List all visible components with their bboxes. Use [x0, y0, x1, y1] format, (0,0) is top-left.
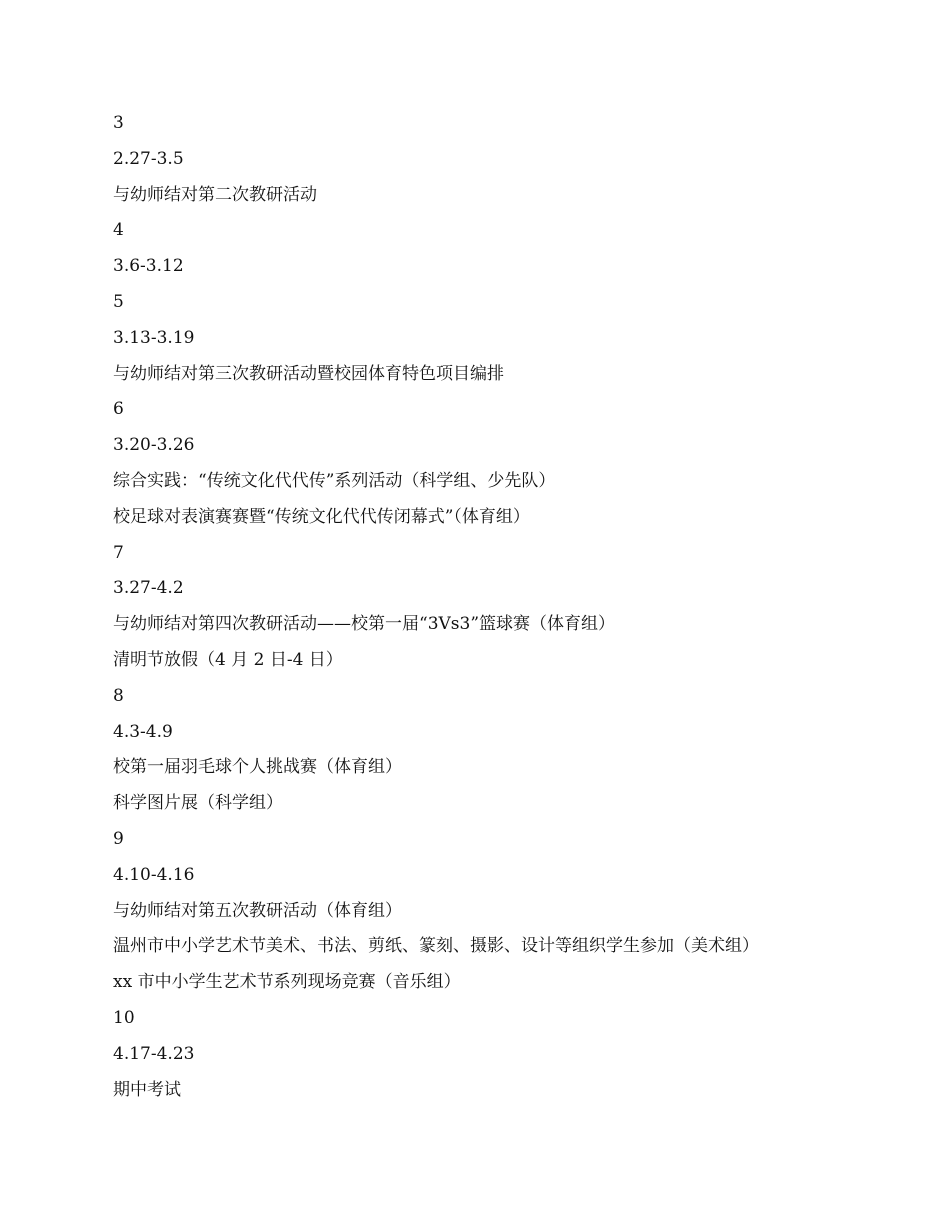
activity-line: xx 市中小学生艺术节系列现场竞赛（音乐组）	[113, 972, 461, 993]
date-range: 3.13-3.19	[113, 327, 195, 348]
document-page	[113, 112, 913, 1114]
date-range: 3.20-3.26	[113, 435, 195, 456]
date-range: 4.17-4.23	[113, 1043, 195, 1064]
date-range: 3.27-4.2	[113, 578, 184, 599]
week-number: 4	[113, 220, 124, 241]
week-number: 10	[113, 1007, 135, 1028]
date-range: 4.10-4.16	[113, 864, 195, 885]
activity-line: 科学图片展（科学组）	[113, 793, 283, 814]
date-range: 3.6-3.12	[113, 256, 184, 277]
activity-line: 与幼师结对第五次教研活动（体育组）	[113, 900, 402, 921]
activity-line: 校第一届羽毛球个人挑战赛（体育组）	[113, 757, 402, 778]
week-number: 3	[113, 113, 124, 133]
activity-line: 校足球对表演赛赛暨“传统文化代代传闭幕式”（体育组）	[113, 506, 530, 527]
activity-line: 与幼师结对第四次教研活动——校第一届“3Vs3”篮球赛（体育组）	[113, 614, 616, 635]
activity-line: 期中考试	[113, 1079, 181, 1100]
activity-line: 温州市中小学艺术节美术、书法、剪纸、篆刻、摄影、设计等组织学生参加（美术组）	[113, 936, 759, 957]
activity-line: 与幼师结对第三次教研活动暨校园体育特色项目编排	[113, 363, 504, 384]
date-range: 2.27-3.5	[113, 148, 184, 169]
activity-line: 综合实践：“传统文化代代传”系列活动（科学组、少先队）	[113, 470, 556, 491]
activity-line: 清明节放假（4 月 2 日-4 日）	[113, 649, 343, 670]
date-range: 4.3-4.9	[113, 721, 173, 742]
week-number: 9	[113, 828, 124, 849]
activity-line: 与幼师结对第二次教研活动	[113, 184, 317, 205]
week-number: 8	[113, 685, 124, 706]
week-number: 7	[113, 542, 124, 563]
week-number: 6	[113, 399, 124, 420]
week-number: 5	[113, 291, 124, 312]
